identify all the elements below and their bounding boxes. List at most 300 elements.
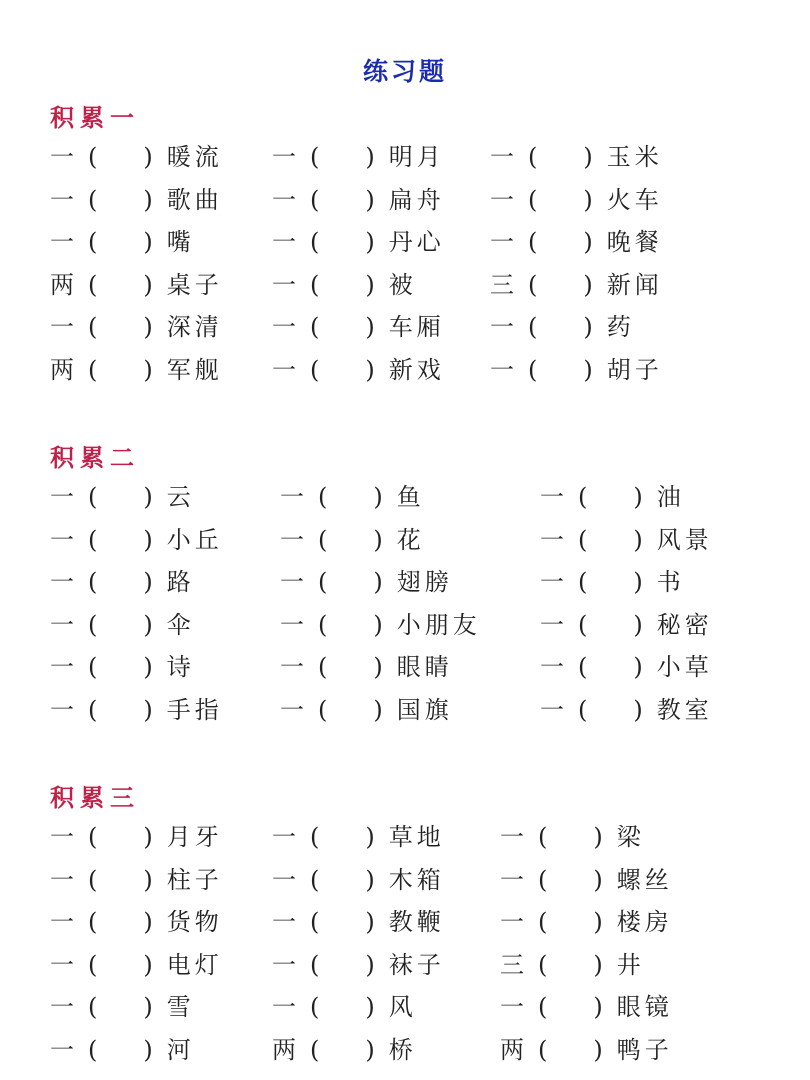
close-paren: ) xyxy=(583,143,593,171)
close-paren: ) xyxy=(143,228,153,256)
open-paren: ( xyxy=(538,951,548,979)
exercise-item xyxy=(272,820,445,854)
exercise-item xyxy=(500,820,645,854)
answer-blank[interactable] xyxy=(587,565,633,599)
exercise-item xyxy=(272,183,445,217)
noun-word: 小朋友 xyxy=(396,611,481,639)
answer-blank[interactable] xyxy=(547,863,593,897)
open-paren: ( xyxy=(310,186,320,214)
exercise-item xyxy=(50,523,223,557)
noun-word: 暖流 xyxy=(166,143,223,171)
open-paren: ( xyxy=(88,356,98,384)
exercise-row xyxy=(0,1033,810,1067)
open-paren: ( xyxy=(528,186,538,214)
close-paren: ) xyxy=(583,271,593,299)
quantifier: 三 xyxy=(500,951,524,979)
quantifier: 一 xyxy=(540,696,564,724)
close-paren: ) xyxy=(365,866,375,894)
quantifier: 一 xyxy=(500,823,524,851)
close-paren: ) xyxy=(143,823,153,851)
noun-word: 草地 xyxy=(388,823,445,851)
exercise-item xyxy=(540,693,713,727)
open-paren: ( xyxy=(88,653,98,681)
answer-blank[interactable] xyxy=(97,1033,143,1067)
close-paren: ) xyxy=(143,1036,153,1064)
open-paren: ( xyxy=(88,951,98,979)
close-paren: ) xyxy=(373,653,383,681)
noun-word: 诗 xyxy=(166,653,195,681)
noun-word: 云 xyxy=(166,483,195,511)
open-paren: ( xyxy=(538,993,548,1021)
answer-blank[interactable] xyxy=(319,990,365,1024)
noun-word: 梁 xyxy=(616,823,645,851)
exercise-row xyxy=(0,140,810,174)
noun-word: 手指 xyxy=(166,696,223,724)
noun-word: 药 xyxy=(606,313,635,341)
noun-word: 教鞭 xyxy=(388,908,445,936)
close-paren: ) xyxy=(365,823,375,851)
open-paren: ( xyxy=(88,823,98,851)
answer-blank[interactable] xyxy=(319,268,365,302)
noun-word: 桌子 xyxy=(166,271,223,299)
exercise-item xyxy=(50,183,223,217)
exercise-item xyxy=(50,1033,195,1067)
open-paren: ( xyxy=(310,313,320,341)
quantifier: 一 xyxy=(50,993,74,1021)
open-paren: ( xyxy=(88,696,98,724)
quantifier: 一 xyxy=(272,356,296,384)
exercise-item xyxy=(500,863,673,897)
noun-word: 晚餐 xyxy=(606,228,663,256)
quantifier: 一 xyxy=(280,611,304,639)
page-title: 练习题 xyxy=(362,57,447,86)
noun-word: 新闻 xyxy=(606,271,663,299)
exercise-item xyxy=(50,863,223,897)
close-paren: ) xyxy=(373,526,383,554)
open-paren: ( xyxy=(578,696,588,724)
answer-blank[interactable] xyxy=(97,565,143,599)
noun-word: 月牙 xyxy=(166,823,223,851)
quantifier: 一 xyxy=(50,526,74,554)
quantifier: 一 xyxy=(490,228,514,256)
noun-word: 深清 xyxy=(166,313,223,341)
exercise-row xyxy=(0,310,810,344)
open-paren: ( xyxy=(310,908,320,936)
noun-word: 扁舟 xyxy=(388,186,445,214)
answer-blank[interactable] xyxy=(327,650,373,684)
noun-word: 小草 xyxy=(656,653,713,681)
open-paren: ( xyxy=(310,1036,320,1064)
quantifier: 一 xyxy=(50,143,74,171)
noun-word: 翅膀 xyxy=(396,568,453,596)
close-paren: ) xyxy=(593,993,603,1021)
open-paren: ( xyxy=(538,866,548,894)
open-paren: ( xyxy=(538,823,548,851)
exercise-item xyxy=(272,990,417,1024)
exercise-item xyxy=(272,225,445,259)
answer-blank[interactable] xyxy=(547,905,593,939)
open-paren: ( xyxy=(318,568,328,596)
exercise-item xyxy=(280,565,453,599)
close-paren: ) xyxy=(365,993,375,1021)
answer-blank[interactable] xyxy=(97,650,143,684)
exercise-item xyxy=(50,608,195,642)
close-paren: ) xyxy=(143,951,153,979)
noun-word: 螺丝 xyxy=(616,866,673,894)
close-paren: ) xyxy=(143,611,153,639)
quantifier: 三 xyxy=(490,271,514,299)
quantifier: 一 xyxy=(490,186,514,214)
exercise-item xyxy=(490,268,663,302)
close-paren: ) xyxy=(143,483,153,511)
close-paren: ) xyxy=(143,271,153,299)
noun-word: 歌曲 xyxy=(166,186,223,214)
exercise-item xyxy=(280,693,453,727)
exercise-item xyxy=(50,693,223,727)
answer-blank[interactable] xyxy=(97,820,143,854)
close-paren: ) xyxy=(365,271,375,299)
noun-word: 花 xyxy=(396,526,425,554)
answer-blank[interactable] xyxy=(537,183,583,217)
answer-blank[interactable] xyxy=(97,268,143,302)
open-paren: ( xyxy=(88,908,98,936)
answer-blank[interactable] xyxy=(319,905,365,939)
open-paren: ( xyxy=(310,271,320,299)
open-paren: ( xyxy=(310,143,320,171)
open-paren: ( xyxy=(578,526,588,554)
noun-word: 新戏 xyxy=(388,356,445,384)
answer-blank[interactable] xyxy=(319,353,365,387)
quantifier: 一 xyxy=(50,866,74,894)
quantifier: 一 xyxy=(280,696,304,724)
answer-blank[interactable] xyxy=(547,820,593,854)
exercise-row xyxy=(0,863,810,897)
answer-blank[interactable] xyxy=(327,608,373,642)
exercise-item xyxy=(280,523,425,557)
noun-word: 国旗 xyxy=(396,696,453,724)
exercise-row xyxy=(0,650,810,684)
answer-blank[interactable] xyxy=(97,905,143,939)
section-title: 积累一 xyxy=(50,103,140,132)
open-paren: ( xyxy=(310,951,320,979)
answer-blank[interactable] xyxy=(587,608,633,642)
exercise-item xyxy=(50,310,223,344)
open-paren: ( xyxy=(310,228,320,256)
close-paren: ) xyxy=(373,483,383,511)
noun-word: 车厢 xyxy=(388,313,445,341)
open-paren: ( xyxy=(318,526,328,554)
answer-blank[interactable] xyxy=(537,353,583,387)
answer-blank[interactable] xyxy=(97,480,143,514)
exercise-row xyxy=(0,565,810,599)
exercise-item xyxy=(272,948,445,982)
exercise-row xyxy=(0,268,810,302)
answer-blank[interactable] xyxy=(537,140,583,174)
close-paren: ) xyxy=(633,483,643,511)
answer-blank[interactable] xyxy=(587,480,633,514)
answer-blank[interactable] xyxy=(97,353,143,387)
open-paren: ( xyxy=(88,526,98,554)
quantifier: 一 xyxy=(50,228,74,256)
quantifier: 一 xyxy=(50,823,74,851)
quantifier: 一 xyxy=(280,483,304,511)
quantifier: 一 xyxy=(280,568,304,596)
close-paren: ) xyxy=(365,143,375,171)
section-title: 积累三 xyxy=(50,783,140,812)
close-paren: ) xyxy=(365,313,375,341)
answer-blank[interactable] xyxy=(97,310,143,344)
noun-word: 桥 xyxy=(388,1036,417,1064)
open-paren: ( xyxy=(528,356,538,384)
quantifier: 一 xyxy=(540,653,564,681)
exercise-row xyxy=(0,608,810,642)
quantifier: 一 xyxy=(272,866,296,894)
close-paren: ) xyxy=(593,866,603,894)
noun-word: 小丘 xyxy=(166,526,223,554)
quantifier: 两 xyxy=(50,271,74,299)
answer-blank[interactable] xyxy=(547,990,593,1024)
quantifier: 一 xyxy=(490,143,514,171)
open-paren: ( xyxy=(578,611,588,639)
section-title: 积累二 xyxy=(50,443,140,472)
open-paren: ( xyxy=(310,823,320,851)
noun-word: 嘴 xyxy=(166,228,195,256)
quantifier: 一 xyxy=(500,866,524,894)
exercise-item xyxy=(490,310,635,344)
noun-word: 书 xyxy=(656,568,685,596)
exercise-row xyxy=(0,353,810,387)
answer-blank[interactable] xyxy=(97,863,143,897)
answer-blank[interactable] xyxy=(97,990,143,1024)
quantifier: 一 xyxy=(272,186,296,214)
exercise-item xyxy=(490,183,663,217)
close-paren: ) xyxy=(143,568,153,596)
open-paren: ( xyxy=(318,483,328,511)
quantifier: 一 xyxy=(490,313,514,341)
answer-blank[interactable] xyxy=(327,693,373,727)
answer-blank[interactable] xyxy=(327,480,373,514)
exercise-item xyxy=(272,1033,417,1067)
quantifier: 两 xyxy=(500,1036,524,1064)
quantifier: 一 xyxy=(272,143,296,171)
answer-blank[interactable] xyxy=(587,650,633,684)
quantifier: 一 xyxy=(500,993,524,1021)
exercise-row xyxy=(0,183,810,217)
exercise-item xyxy=(50,140,223,174)
exercise-item xyxy=(540,608,713,642)
quantifier: 一 xyxy=(50,1036,74,1064)
quantifier: 一 xyxy=(540,611,564,639)
close-paren: ) xyxy=(143,356,153,384)
quantifier: 一 xyxy=(272,951,296,979)
open-paren: ( xyxy=(88,611,98,639)
answer-blank[interactable] xyxy=(537,268,583,302)
open-paren: ( xyxy=(88,313,98,341)
noun-word: 柱子 xyxy=(166,866,223,894)
noun-word: 明月 xyxy=(388,143,445,171)
exercise-item xyxy=(540,480,685,514)
quantifier: 一 xyxy=(500,908,524,936)
open-paren: ( xyxy=(528,313,538,341)
exercise-item xyxy=(50,820,223,854)
exercise-item xyxy=(280,650,453,684)
noun-word: 军舰 xyxy=(166,356,223,384)
open-paren: ( xyxy=(528,271,538,299)
close-paren: ) xyxy=(373,611,383,639)
open-paren: ( xyxy=(88,143,98,171)
open-paren: ( xyxy=(88,186,98,214)
open-paren: ( xyxy=(88,568,98,596)
open-paren: ( xyxy=(310,866,320,894)
quantifier: 两 xyxy=(272,1036,296,1064)
noun-word: 货物 xyxy=(166,908,223,936)
quantifier: 一 xyxy=(272,823,296,851)
exercise-row xyxy=(0,990,810,1024)
exercise-row xyxy=(0,523,810,557)
close-paren: ) xyxy=(365,356,375,384)
exercise-item xyxy=(500,905,673,939)
close-paren: ) xyxy=(373,568,383,596)
close-paren: ) xyxy=(143,313,153,341)
answer-blank[interactable] xyxy=(97,183,143,217)
open-paren: ( xyxy=(88,271,98,299)
noun-word: 风 xyxy=(388,993,417,1021)
answer-blank[interactable] xyxy=(97,225,143,259)
close-paren: ) xyxy=(633,696,643,724)
exercise-item xyxy=(50,565,195,599)
noun-word: 眼睛 xyxy=(396,653,453,681)
answer-blank[interactable] xyxy=(547,1033,593,1067)
close-paren: ) xyxy=(593,951,603,979)
noun-word: 伞 xyxy=(166,611,195,639)
close-paren: ) xyxy=(143,866,153,894)
answer-blank[interactable] xyxy=(537,310,583,344)
exercise-item xyxy=(490,140,663,174)
noun-word: 教室 xyxy=(656,696,713,724)
exercise-item xyxy=(50,480,195,514)
open-paren: ( xyxy=(310,356,320,384)
open-paren: ( xyxy=(318,653,328,681)
exercise-row xyxy=(0,948,810,982)
answer-blank[interactable] xyxy=(319,183,365,217)
answer-blank[interactable] xyxy=(587,693,633,727)
exercise-item xyxy=(50,353,223,387)
answer-blank[interactable] xyxy=(327,565,373,599)
close-paren: ) xyxy=(583,313,593,341)
exercise-item xyxy=(50,225,195,259)
answer-blank[interactable] xyxy=(547,948,593,982)
quantifier: 一 xyxy=(540,483,564,511)
quantifier: 一 xyxy=(50,568,74,596)
noun-word: 火车 xyxy=(606,186,663,214)
answer-blank[interactable] xyxy=(319,310,365,344)
open-paren: ( xyxy=(88,1036,98,1064)
answer-blank[interactable] xyxy=(319,863,365,897)
answer-blank[interactable] xyxy=(97,693,143,727)
exercise-item xyxy=(280,608,481,642)
answer-blank[interactable] xyxy=(319,948,365,982)
exercise-item xyxy=(500,948,645,982)
exercise-item xyxy=(540,650,713,684)
close-paren: ) xyxy=(365,228,375,256)
exercise-item xyxy=(272,268,417,302)
noun-word: 楼房 xyxy=(616,908,673,936)
quantifier: 一 xyxy=(272,313,296,341)
open-paren: ( xyxy=(578,568,588,596)
answer-blank[interactable] xyxy=(319,140,365,174)
exercise-item xyxy=(500,990,673,1024)
exercise-row xyxy=(0,693,810,727)
close-paren: ) xyxy=(143,526,153,554)
exercise-item xyxy=(50,990,195,1024)
close-paren: ) xyxy=(633,611,643,639)
close-paren: ) xyxy=(143,908,153,936)
close-paren: ) xyxy=(143,653,153,681)
answer-blank[interactable] xyxy=(97,140,143,174)
quantifier: 一 xyxy=(50,696,74,724)
open-paren: ( xyxy=(538,1036,548,1064)
noun-word: 丹心 xyxy=(388,228,445,256)
close-paren: ) xyxy=(143,993,153,1021)
answer-blank[interactable] xyxy=(587,523,633,557)
quantifier: 一 xyxy=(272,993,296,1021)
noun-word: 被 xyxy=(388,271,417,299)
exercise-item xyxy=(490,225,663,259)
close-paren: ) xyxy=(143,696,153,724)
exercise-row xyxy=(0,820,810,854)
answer-blank[interactable] xyxy=(97,948,143,982)
answer-blank[interactable] xyxy=(97,608,143,642)
quantifier: 一 xyxy=(272,271,296,299)
quantifier: 一 xyxy=(50,186,74,214)
quantifier: 一 xyxy=(50,653,74,681)
close-paren: ) xyxy=(593,908,603,936)
close-paren: ) xyxy=(365,1036,375,1064)
noun-word: 路 xyxy=(166,568,195,596)
open-paren: ( xyxy=(310,993,320,1021)
noun-word: 袜子 xyxy=(388,951,445,979)
open-paren: ( xyxy=(88,228,98,256)
quantifier: 一 xyxy=(490,356,514,384)
open-paren: ( xyxy=(88,866,98,894)
answer-blank[interactable] xyxy=(97,523,143,557)
exercise-item xyxy=(50,905,223,939)
close-paren: ) xyxy=(633,568,643,596)
open-paren: ( xyxy=(578,653,588,681)
answer-blank[interactable] xyxy=(537,225,583,259)
answer-blank[interactable] xyxy=(327,523,373,557)
close-paren: ) xyxy=(633,526,643,554)
quantifier: 两 xyxy=(50,356,74,384)
close-paren: ) xyxy=(583,186,593,214)
open-paren: ( xyxy=(318,611,328,639)
exercise-item xyxy=(50,650,195,684)
open-paren: ( xyxy=(578,483,588,511)
answer-blank[interactable] xyxy=(319,820,365,854)
answer-blank[interactable] xyxy=(319,225,365,259)
exercise-item xyxy=(272,310,445,344)
answer-blank[interactable] xyxy=(319,1033,365,1067)
exercise-row xyxy=(0,225,810,259)
exercise-row xyxy=(0,480,810,514)
exercise-item xyxy=(272,140,445,174)
exercise-item xyxy=(50,948,223,982)
exercise-item xyxy=(280,480,425,514)
close-paren: ) xyxy=(583,228,593,256)
open-paren: ( xyxy=(88,993,98,1021)
close-paren: ) xyxy=(593,823,603,851)
quantifier: 一 xyxy=(50,908,74,936)
